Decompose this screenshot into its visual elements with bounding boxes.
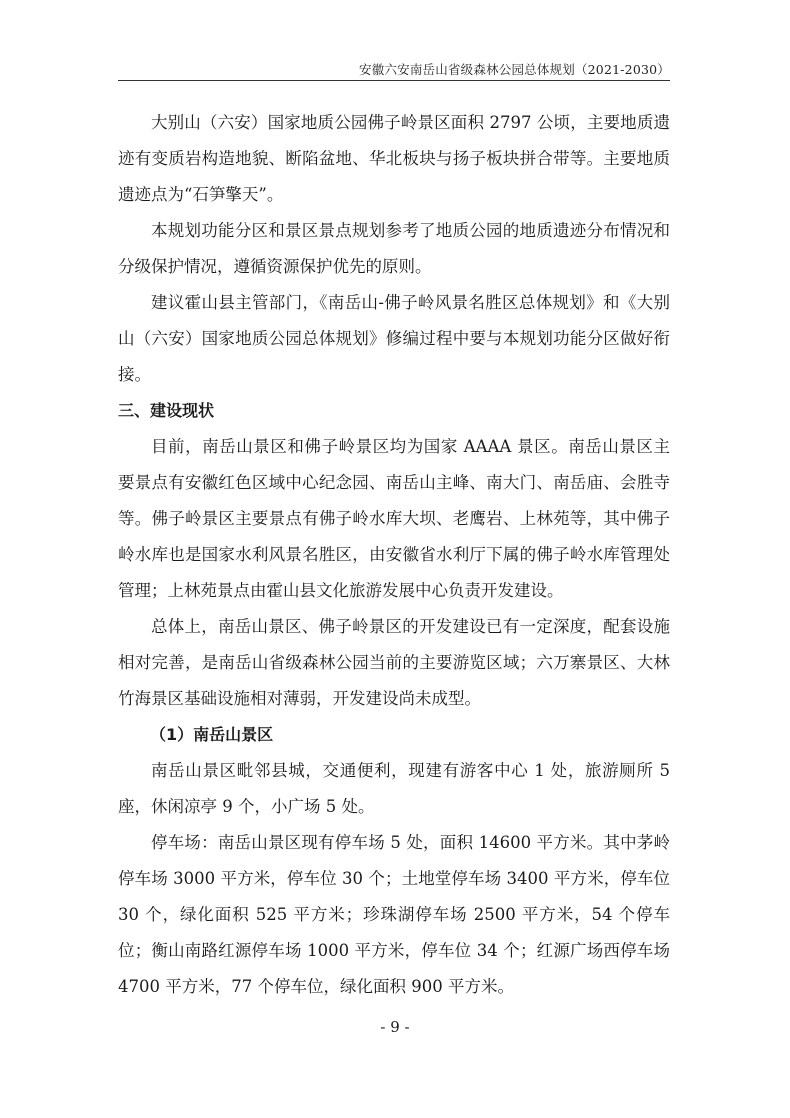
paragraph-parking-lots: 停车场：南岳山景区现有停车场 5 处，面积 14600 平方米。其中茅岭停车场 3000 平方米，停车位 30 个；土地堂停车场 3400 平方米，停车位 30 个，绿化面积 525 平方米；珍珠湖停车场 2500 平方米，54 个停车位；衡山南路红源停车场 1000 平方米，停车位 34 个；红源广场西停车场 4700 平方米，77 个停车位，绿化面积 900 平方米。	[118, 833, 670, 996]
running-header: 安徽六安南岳山省级森林公园总体规划（2021-2030）	[359, 62, 670, 77]
subsection-heading-nanyueshan: （1）南岳山景区	[150, 725, 274, 744]
paragraph-geopark-area: 大别山（六安）国家地质公园佛子岭景区面积 2797 公顷，主要地质遗迹有变质岩构造地貌、断陷盆地、华北板块与扬子板块拼合带等。主要地质遗迹点为“石笋擎天”。	[118, 113, 670, 204]
paragraph-nanyueshan-facilities: 南岳山景区毗邻县城，交通便利，现建有游客中心 1 处，旅游厕所 5 座，休闲凉亭 9 个，小广场 5 处。	[118, 761, 670, 816]
section-heading-construction-status: 三、建设现状	[118, 401, 215, 420]
paragraph-zoning-reference: 本规划功能分区和景区景点规划参考了地质公园的地质遗迹分布情况和分级保护情况，遵循资源保护优先的原则。	[118, 221, 670, 276]
page-number: - 9 -	[380, 1018, 410, 1036]
paragraph-overall-development: 总体上，南岳山景区、佛子岭景区的开发建设已有一定深度，配套设施相对完善，是南岳山省级森林公园当前的主要游览区域；六万寨景区、大林竹海景区基础设施相对薄弱，开发建设尚未成型。	[118, 617, 670, 708]
paragraph-scenic-areas: 目前，南岳山景区和佛子岭景区均为国家 AAAA 景区。南岳山景区主要景点有安徽红色区域中心纪念园、南岳山主峰、南大门、南岳庙、会胜寺等。佛子岭景区主要景点有佛子岭水库大坝、老鹰岩、上林苑等，其中佛子岭水库也是国家水利风景名胜区，由安徽省水利厅下属的佛子岭水库管理处管理；上林苑景点由霍山县文化旅游发展中心负责开发建设。	[118, 437, 670, 600]
paragraph-recommendation: 建议霍山县主管部门，《南岳山-佛子岭风景名胜区总体规划》和《大别山（六安）国家地质公园总体规划》修编过程中要与本规划功能分区做好衔接。	[118, 293, 670, 384]
document-body	[118, 105, 670, 1005]
header-divider	[118, 80, 670, 81]
